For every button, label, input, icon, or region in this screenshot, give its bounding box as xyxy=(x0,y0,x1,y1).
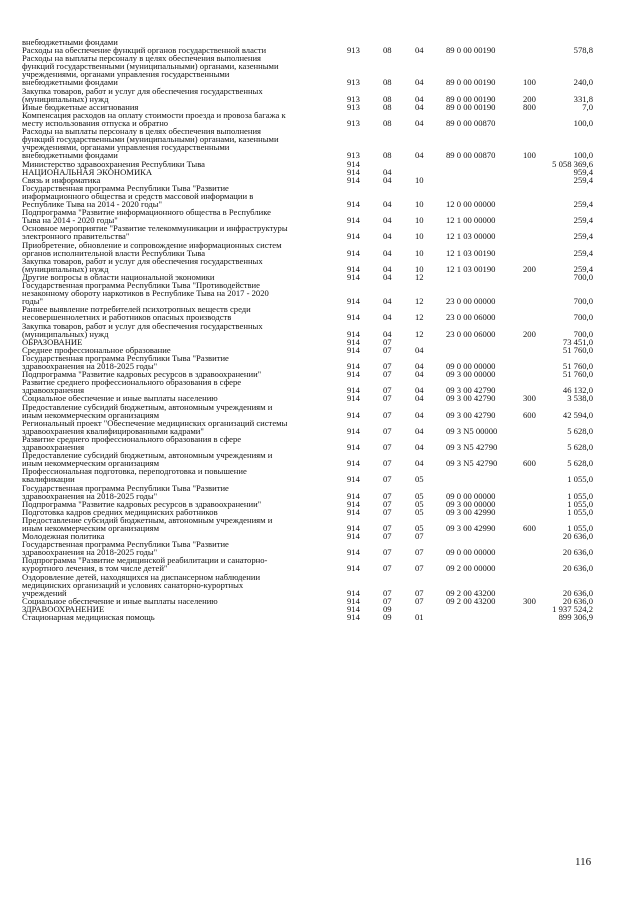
row-amount: 20 636,0 xyxy=(562,595,593,606)
row-amount: 5 628,0 xyxy=(567,458,593,469)
row-amount: 899 306,9 xyxy=(558,612,593,623)
row-amount: 1 055,0 xyxy=(567,522,593,533)
row-description-line: Государственная программа Республики Тыва "Развитие xyxy=(22,539,229,550)
row-section-code: 08 xyxy=(383,150,392,161)
row-ministry-code: 914 xyxy=(347,506,360,517)
row-ministry-code: 914 xyxy=(347,425,360,436)
row-description-line: Закупка товаров, работ и услуг для обеспечения государственных xyxy=(22,255,263,266)
row-amount: 331,8 xyxy=(573,93,593,104)
row-description-line: Региональный проект "Обеспечение медицинских организаций системы xyxy=(22,417,288,428)
row-ministry-code: 914 xyxy=(347,215,360,226)
row-description-line: Расходы на выплаты персоналу в целях обеспечения выполнения xyxy=(22,53,262,64)
row-amount: 100,0 xyxy=(573,150,593,161)
row-section-code: 07 xyxy=(383,409,392,420)
row-ministry-code: 913 xyxy=(347,45,360,56)
row-target-article: 09 3 N5 42790 xyxy=(446,441,498,452)
row-subsection-code: 12 xyxy=(415,312,424,323)
row-description-line: Развитие среднего профессионального образования в сфере xyxy=(22,377,242,388)
row-ministry-code: 914 xyxy=(347,174,360,185)
row-description-line: учреждениями, органами управления государственными xyxy=(22,142,230,153)
row-description-line: Другие вопросы в области национальной экономики xyxy=(22,271,215,282)
row-description-line: Государственная программа Республики Тыва "Развитие xyxy=(22,482,229,493)
row-description-line: Социальное обеспечение и иные выплаты населению xyxy=(22,595,218,606)
row-target-article: 09 0 00 00000 xyxy=(446,360,496,371)
row-subsection-code: 04 xyxy=(415,344,424,355)
row-section-code: 08 xyxy=(383,77,392,88)
row-target-article: 09 3 00 42790 xyxy=(446,393,496,404)
row-ministry-code: 914 xyxy=(347,247,360,258)
table-row xyxy=(0,435,640,451)
row-subsection-code: 01 xyxy=(415,612,424,623)
page-number: 116 xyxy=(575,856,592,868)
row-amount: 578,8 xyxy=(573,45,593,56)
row-amount: 700,0 xyxy=(573,328,593,339)
table-row xyxy=(0,451,640,467)
row-target-article: 23 0 00 00000 xyxy=(446,296,496,307)
row-ministry-code: 914 xyxy=(347,198,360,209)
row-description-line: учреждений xyxy=(22,587,67,598)
table-row xyxy=(0,467,640,483)
table-row xyxy=(0,208,640,224)
row-target-article: 09 3 00 42790 xyxy=(446,385,496,396)
row-ministry-code: 914 xyxy=(347,595,360,606)
table-row xyxy=(0,516,640,532)
row-subsection-code: 05 xyxy=(415,498,424,509)
row-description-line: Стационарная медицинская помощь xyxy=(22,612,155,623)
row-target-article: 23 0 00 06000 xyxy=(446,328,496,339)
row-description-line: Подготовка кадров средних медицинских работников xyxy=(22,506,218,517)
row-amount: 259,4 xyxy=(573,247,593,258)
row-section-code: 09 xyxy=(383,604,392,614)
table-row xyxy=(0,484,640,500)
row-section-code: 08 xyxy=(383,101,392,112)
row-ministry-code: 913 xyxy=(347,93,360,104)
row-amount: 7,0 xyxy=(582,101,593,112)
row-section-code: 07 xyxy=(383,522,392,533)
row-description-line: здравоохранения на 2018-2025 годы" xyxy=(22,490,158,501)
row-section-code: 08 xyxy=(383,117,392,128)
row-description-line: (муниципальных) нужд xyxy=(22,263,109,274)
row-ministry-code: 914 xyxy=(347,263,360,274)
row-amount: 20 636,0 xyxy=(562,547,593,558)
row-ministry-code: 914 xyxy=(347,441,360,452)
row-ministry-code: 914 xyxy=(347,474,360,485)
table-row xyxy=(0,322,640,338)
row-ministry-code: 914 xyxy=(347,490,360,501)
table-row xyxy=(0,613,640,621)
row-description-line: здравоохранения xyxy=(22,385,85,396)
row-ministry-code: 913 xyxy=(347,101,360,112)
row-ministry-code: 914 xyxy=(347,328,360,339)
row-section-code: 04 xyxy=(383,263,392,274)
row-amount: 20 636,0 xyxy=(562,531,593,542)
row-target-article: 89 0 00 00870 xyxy=(446,117,496,128)
row-subsection-code: 04 xyxy=(415,409,424,420)
row-amount: 5 628,0 xyxy=(567,441,593,452)
row-expense-type: 100 xyxy=(523,150,536,161)
row-ministry-code: 914 xyxy=(347,498,360,509)
row-expense-type: 600 xyxy=(523,522,536,533)
row-section-code: 07 xyxy=(383,344,392,355)
row-target-article: 12 1 00 00000 xyxy=(446,215,496,226)
row-description-line: Оздоровление детей, находящихся на диспансерном наблюдении xyxy=(22,571,261,582)
row-description-line: иным некоммерческим организациям xyxy=(22,458,160,469)
row-target-article: 09 2 00 43200 xyxy=(446,587,496,598)
table-row xyxy=(0,257,640,273)
row-description-line: Государственная программа Республики Тыва "Развитие xyxy=(22,182,229,193)
row-subsection-code: 04 xyxy=(415,45,424,56)
row-amount: 100,0 xyxy=(573,117,593,128)
row-target-article: 09 2 00 00000 xyxy=(446,563,496,574)
row-description-line: Развитие среднего профессионального образования в сфере xyxy=(22,433,242,444)
row-description-line: Министерство здравоохранения Республики Тыва xyxy=(22,158,205,169)
row-description-line: Подпрограмма "Развитие кадровых ресурсов в здравоохранении" xyxy=(22,369,262,380)
row-amount: 73 451,0 xyxy=(562,336,593,347)
row-description-line: электронного правительства" xyxy=(22,231,130,242)
row-amount: 259,4 xyxy=(573,174,593,185)
row-ministry-code: 914 xyxy=(347,344,360,355)
row-description-line: Расходы на выплаты персоналу в целях обеспечения выполнения xyxy=(22,126,262,137)
table-row xyxy=(0,184,640,208)
row-subsection-code: 04 xyxy=(415,117,424,128)
row-subsection-code: 04 xyxy=(415,458,424,469)
row-subsection-code: 04 xyxy=(415,101,424,112)
row-ministry-code: 914 xyxy=(347,336,360,347)
row-section-code: 04 xyxy=(383,296,392,307)
row-ministry-code: 914 xyxy=(347,522,360,533)
row-description-line: несовершеннолетних и работников опасных производств xyxy=(22,312,232,323)
row-ministry-code: 914 xyxy=(347,604,360,614)
row-section-code: 04 xyxy=(383,271,392,282)
row-amount: 51 760,0 xyxy=(562,369,593,380)
row-amount: 51 760,0 xyxy=(562,360,593,371)
row-target-article: 09 3 00 42990 xyxy=(446,522,496,533)
row-description-line: Основное мероприятие "Развитие телекоммуникации и инфраструктуры xyxy=(22,223,288,234)
row-ministry-code: 914 xyxy=(347,531,360,542)
row-description-line: годы" xyxy=(22,296,44,307)
table-row xyxy=(0,54,640,86)
row-subsection-code: 10 xyxy=(415,198,424,209)
row-description-line: (муниципальных) нужд xyxy=(22,328,109,339)
table-row xyxy=(0,403,640,419)
row-subsection-code: 07 xyxy=(415,563,424,574)
row-description-line: Компенсация расходов на оплату стоимости проезда и провоза багажа к xyxy=(22,109,286,120)
row-amount: 259,4 xyxy=(573,231,593,242)
row-target-article: 12 1 03 00000 xyxy=(446,231,496,242)
row-subsection-code: 10 xyxy=(415,263,424,274)
row-expense-type: 200 xyxy=(523,328,536,339)
row-description-line: ЗДРАВООХРАНЕНИЕ xyxy=(22,604,105,614)
row-description-line: незаконному обороту наркотиков в Республике Тыва на 2017 - 2020 xyxy=(22,288,269,299)
row-subsection-code: 07 xyxy=(415,595,424,606)
row-expense-type: 200 xyxy=(523,93,536,104)
row-section-code: 07 xyxy=(383,474,392,485)
row-ministry-code: 913 xyxy=(347,77,360,88)
row-section-code: 07 xyxy=(383,595,392,606)
table-row xyxy=(0,241,640,257)
row-description-line: функций государственными (муниципальными) органами, казенными xyxy=(22,134,279,145)
row-subsection-code: 04 xyxy=(415,425,424,436)
row-description-line: здравоохранения на 2018-2025 годы" xyxy=(22,547,158,558)
row-subsection-code: 05 xyxy=(415,522,424,533)
row-subsection-code: 12 xyxy=(415,328,424,339)
table-row xyxy=(0,556,640,572)
row-subsection-code: 04 xyxy=(415,93,424,104)
row-ministry-code: 914 xyxy=(347,612,360,623)
table-row xyxy=(0,111,640,127)
row-target-article: 89 0 00 00190 xyxy=(446,101,496,112)
row-target-article: 89 0 00 00190 xyxy=(446,93,496,104)
row-subsection-code: 07 xyxy=(415,547,424,558)
row-target-article: 89 0 00 00190 xyxy=(446,77,496,88)
row-amount: 959,4 xyxy=(573,166,593,177)
table-row xyxy=(0,224,640,240)
row-expense-type: 600 xyxy=(523,409,536,420)
row-description-line: здравоохранения на 2018-2025 годы" xyxy=(22,360,158,371)
row-amount: 259,4 xyxy=(573,198,593,209)
table-row xyxy=(0,378,640,394)
row-ministry-code: 914 xyxy=(347,296,360,307)
row-section-code: 07 xyxy=(383,336,392,347)
row-subsection-code: 07 xyxy=(415,531,424,542)
row-target-article: 12 0 00 00000 xyxy=(446,198,496,209)
row-amount: 51 760,0 xyxy=(562,344,593,355)
row-ministry-code: 914 xyxy=(347,563,360,574)
row-ministry-code: 914 xyxy=(347,393,360,404)
row-description-line: Государственная программа Республики Тыва "Развитие xyxy=(22,352,229,363)
row-description-line: Социальное обеспечение и иные выплаты населению xyxy=(22,393,218,404)
row-description-line: Подпрограмма "Развитие информационного общества в Республике xyxy=(22,207,271,218)
row-section-code: 04 xyxy=(383,247,392,258)
row-amount: 5 058 369,6 xyxy=(552,158,593,169)
row-description-line: Профессиональная подготовка, переподготовка и повышение xyxy=(22,466,247,477)
row-target-article: 09 3 00 42790 xyxy=(446,409,496,420)
row-description-line: учреждениями, органами управления государственными xyxy=(22,69,230,80)
row-amount: 259,4 xyxy=(573,263,593,274)
row-description-line: Приобретение, обновление и сопровождение информационных систем xyxy=(22,239,282,250)
row-subsection-code: 10 xyxy=(415,215,424,226)
row-section-code: 04 xyxy=(383,328,392,339)
row-section-code: 09 xyxy=(383,612,392,623)
row-target-article: 09 2 00 43200 xyxy=(446,595,496,606)
row-target-article: 09 0 00 00000 xyxy=(446,547,496,558)
row-ministry-code: 914 xyxy=(347,158,360,169)
row-ministry-code: 914 xyxy=(347,369,360,380)
row-section-code: 07 xyxy=(383,547,392,558)
row-amount: 1 937 524,2 xyxy=(552,604,593,614)
row-description-line: Молодежная политика xyxy=(22,531,105,542)
row-subsection-code: 10 xyxy=(415,174,424,185)
row-section-code: 07 xyxy=(383,369,392,380)
row-description-line: курортного лечения, в том числе детей" xyxy=(22,563,168,574)
row-subsection-code: 04 xyxy=(415,393,424,404)
row-amount: 240,0 xyxy=(573,77,593,88)
row-amount: 700,0 xyxy=(573,312,593,323)
row-description-line: Подпрограмма "Развитие медицинской реабилитации и санаторно- xyxy=(22,555,268,566)
table-row xyxy=(0,354,640,370)
row-target-article: 12 1 03 00190 xyxy=(446,263,496,274)
table-row xyxy=(0,573,640,597)
row-target-article: 09 3 00 42990 xyxy=(446,506,496,517)
row-description-line: Расходы на обеспечение функций органов государственной власти xyxy=(22,45,267,56)
row-target-article: 09 3 N5 00000 xyxy=(446,425,498,436)
row-subsection-code: 12 xyxy=(415,271,424,282)
row-subsection-code: 05 xyxy=(415,506,424,517)
row-amount: 20 636,0 xyxy=(562,563,593,574)
row-description-line: медицинских организаций и условиях санаторно-курортных xyxy=(22,579,244,590)
row-section-code: 07 xyxy=(383,490,392,501)
row-subsection-code: 12 xyxy=(415,296,424,307)
row-section-code: 07 xyxy=(383,531,392,542)
row-target-article: 89 0 00 00190 xyxy=(446,45,496,56)
row-target-article: 09 3 N5 42790 xyxy=(446,458,498,469)
row-description-line: здравоохранения xyxy=(22,441,85,452)
row-description-line: Закупка товаров, работ и услуг для обеспечения государственных xyxy=(22,320,263,331)
row-description-line: Иные бюджетные ассигнования xyxy=(22,101,139,112)
row-amount: 259,4 xyxy=(573,215,593,226)
row-section-code: 04 xyxy=(383,166,392,177)
row-subsection-code: 07 xyxy=(415,587,424,598)
row-subsection-code: 10 xyxy=(415,247,424,258)
row-subsection-code: 10 xyxy=(415,231,424,242)
row-section-code: 07 xyxy=(383,360,392,371)
row-description-line: внебюджетными фондами xyxy=(22,37,118,47)
row-expense-type: 600 xyxy=(523,458,536,469)
row-subsection-code: 04 xyxy=(415,150,424,161)
row-amount: 5 628,0 xyxy=(567,425,593,436)
row-description-line: квалификации xyxy=(22,474,75,485)
row-ministry-code: 914 xyxy=(347,547,360,558)
row-section-code: 07 xyxy=(383,385,392,396)
row-ministry-code: 914 xyxy=(347,360,360,371)
row-subsection-code: 04 xyxy=(415,441,424,452)
row-ministry-code: 914 xyxy=(347,231,360,242)
row-description-line: здравоохранения квалифицированными кадрами" xyxy=(22,425,204,436)
row-section-code: 07 xyxy=(383,587,392,598)
row-amount: 1 055,0 xyxy=(567,490,593,501)
row-description-line: Предоставление субсидий бюджетным, автономным учреждениям и xyxy=(22,401,273,412)
table-row xyxy=(0,87,640,103)
row-section-code: 07 xyxy=(383,506,392,517)
row-section-code: 04 xyxy=(383,174,392,185)
row-subsection-code: 05 xyxy=(415,474,424,485)
row-description-line: Связь и информатика xyxy=(22,174,101,185)
row-ministry-code: 914 xyxy=(347,587,360,598)
row-subsection-code: 04 xyxy=(415,360,424,371)
row-amount: 1 055,0 xyxy=(567,498,593,509)
row-amount: 46 132,0 xyxy=(562,385,593,396)
row-ministry-code: 914 xyxy=(347,271,360,282)
row-amount: 1 055,0 xyxy=(567,506,593,517)
row-section-code: 04 xyxy=(383,198,392,209)
table-row xyxy=(0,305,640,321)
row-description-line: НАЦИОНАЛЬНАЯ ЭКОНОМИКА xyxy=(22,166,153,177)
row-description-line: Подпрограмма "Развитие кадровых ресурсов в здравоохранении" xyxy=(22,498,262,509)
row-section-code: 04 xyxy=(383,231,392,242)
row-subsection-code: 04 xyxy=(415,77,424,88)
row-expense-type: 300 xyxy=(523,393,536,404)
row-section-code: 04 xyxy=(383,215,392,226)
row-amount: 20 636,0 xyxy=(562,587,593,598)
row-ministry-code: 913 xyxy=(347,150,360,161)
row-subsection-code: 04 xyxy=(415,385,424,396)
row-target-article: 12 1 03 00190 xyxy=(446,247,496,258)
row-description-line: Государственная программа Республики Тыва "Противодействие xyxy=(22,280,260,290)
row-section-code: 07 xyxy=(383,441,392,452)
row-description-line: внебюджетными фондами xyxy=(22,77,118,88)
row-section-code: 07 xyxy=(383,425,392,436)
row-ministry-code: 914 xyxy=(347,166,360,177)
row-ministry-code: 914 xyxy=(347,409,360,420)
row-section-code: 07 xyxy=(383,498,392,509)
row-description-line: иным некоммерческим организациям xyxy=(22,522,160,533)
row-description-line: органов исполнительной власти Республики Тыва xyxy=(22,247,206,258)
table-row xyxy=(0,281,640,305)
row-subsection-code: 04 xyxy=(415,369,424,380)
row-section-code: 04 xyxy=(383,312,392,323)
row-description-line: информационного общества и средств массовой информации в xyxy=(22,190,254,201)
row-description-line: Республике Тыва на 2014 - 2020 годы" xyxy=(22,198,163,209)
row-target-article: 09 3 00 00000 xyxy=(446,498,496,509)
row-section-code: 07 xyxy=(383,563,392,574)
row-amount: 1 055,0 xyxy=(567,474,593,485)
table-row xyxy=(0,540,640,556)
row-ministry-code: 914 xyxy=(347,458,360,469)
row-description-line: месту использования отпуска и обратно xyxy=(22,117,169,128)
row-description-line: внебюджетными фондами xyxy=(22,150,118,161)
row-ministry-code: 914 xyxy=(347,312,360,323)
row-description-line: Закупка товаров, работ и услуг для обеспечения государственных xyxy=(22,85,263,96)
row-description-line: Раннее выявление потребителей психотропных веществ среди xyxy=(22,304,251,315)
row-description-line: функций государственными (муниципальными) органами, казенными xyxy=(22,61,279,72)
table-row xyxy=(0,127,640,159)
row-description-line: Тыва на 2014 - 2020 годы" xyxy=(22,215,118,226)
row-amount: 700,0 xyxy=(573,271,593,282)
row-target-article: 09 3 00 00000 xyxy=(446,369,496,380)
row-section-code: 08 xyxy=(383,93,392,104)
row-expense-type: 200 xyxy=(523,263,536,274)
row-amount: 3 538,0 xyxy=(567,393,593,404)
row-description-line: Предоставление субсидий бюджетным, автономным учреждениям и xyxy=(22,450,273,461)
row-section-code: 07 xyxy=(383,458,392,469)
row-expense-type: 300 xyxy=(523,595,536,606)
row-section-code: 07 xyxy=(383,393,392,404)
row-ministry-code: 913 xyxy=(347,117,360,128)
row-subsection-code: 05 xyxy=(415,490,424,501)
row-amount: 700,0 xyxy=(573,296,593,307)
row-target-article: 09 0 00 00000 xyxy=(446,490,496,501)
row-expense-type: 100 xyxy=(523,77,536,88)
row-description-line: иным некоммерческим организациям xyxy=(22,409,160,420)
row-description-line: Предоставление субсидий бюджетным, автономным учреждениям и xyxy=(22,514,273,525)
table-row xyxy=(0,419,640,435)
row-expense-type: 800 xyxy=(523,101,536,112)
row-target-article: 23 0 00 06000 xyxy=(446,312,496,323)
row-description-line: (муниципальных) нужд xyxy=(22,93,109,104)
row-description-line: ОБРАЗОВАНИЕ xyxy=(22,336,83,347)
row-section-code: 08 xyxy=(383,45,392,56)
row-amount: 42 594,0 xyxy=(562,409,593,420)
row-description-line: Среднее профессиональное образование xyxy=(22,344,171,355)
row-target-article: 89 0 00 00870 xyxy=(446,150,496,161)
row-ministry-code: 914 xyxy=(347,385,360,396)
